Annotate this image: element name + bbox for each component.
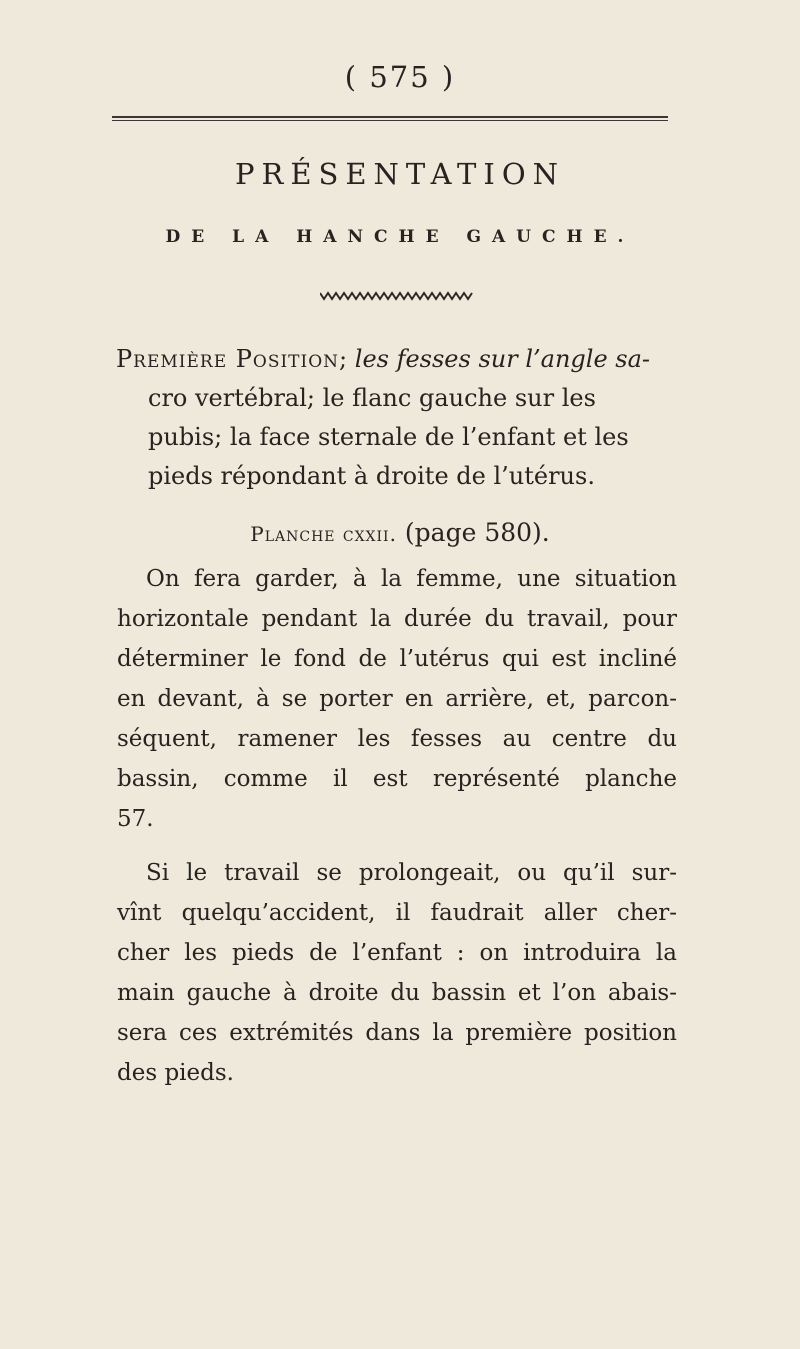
position-label: Première Position xyxy=(116,345,340,373)
position-description-1: les fesses sur l’angle sa- xyxy=(354,345,651,373)
position-description-2: cro vertébral; le flanc gauche sur les xyxy=(148,384,596,412)
paragraph-2-line: vînt quelqu’accident, il faudrait aller cher- xyxy=(117,900,677,926)
position-description-3: pubis; la face sternale de l’enfant et les xyxy=(148,423,629,451)
header-rule xyxy=(112,116,668,121)
plate-reference xyxy=(0,518,800,547)
position-description-4: pieds répondant à droite de l’utérus. xyxy=(148,462,595,490)
ornament-divider xyxy=(320,290,475,302)
paragraph-2-line: des pieds. xyxy=(117,1060,234,1086)
paragraph-1-line: séquent, ramener les fesses au centre du xyxy=(117,726,677,752)
paragraph-2-line: sera ces extrémités dans la première position xyxy=(117,1020,677,1046)
paragraph-1-line: On fera garder, à la femme, une situation xyxy=(146,566,677,592)
paragraph-2-line: cher les pieds de l’enfant : on introduira la xyxy=(117,940,677,966)
page-title: PRÉSENTATION xyxy=(235,157,565,191)
paragraph-1-line: horizontale pendant la durée du travail, pour xyxy=(117,606,677,632)
paragraph-2-line: main gauche à droite du bassin et l’on abais- xyxy=(117,980,677,1006)
paragraph-1-line: en devant, à se porter en arrière, et, parcon- xyxy=(117,686,677,712)
plate-label: Planche cxxii. xyxy=(250,522,397,546)
paragraph-2-line: Si le travail se prolongeait, ou qu’il sur- xyxy=(146,860,677,886)
position-heading-line-1: Première Position; les fesses sur l’angle sa- xyxy=(116,345,651,373)
paragraph-1-line: 57. xyxy=(117,806,154,832)
paragraph-1-line: bassin, comme il est représenté planche xyxy=(117,766,677,792)
page-number: ( 575 ) xyxy=(344,60,456,94)
paragraph-1-line: déterminer le fond de l’utérus qui est incliné xyxy=(117,646,677,672)
page-subtitle: DE LA HANCHE GAUCHE. xyxy=(165,227,635,247)
plate-page-ref: (page 580). xyxy=(404,518,550,547)
